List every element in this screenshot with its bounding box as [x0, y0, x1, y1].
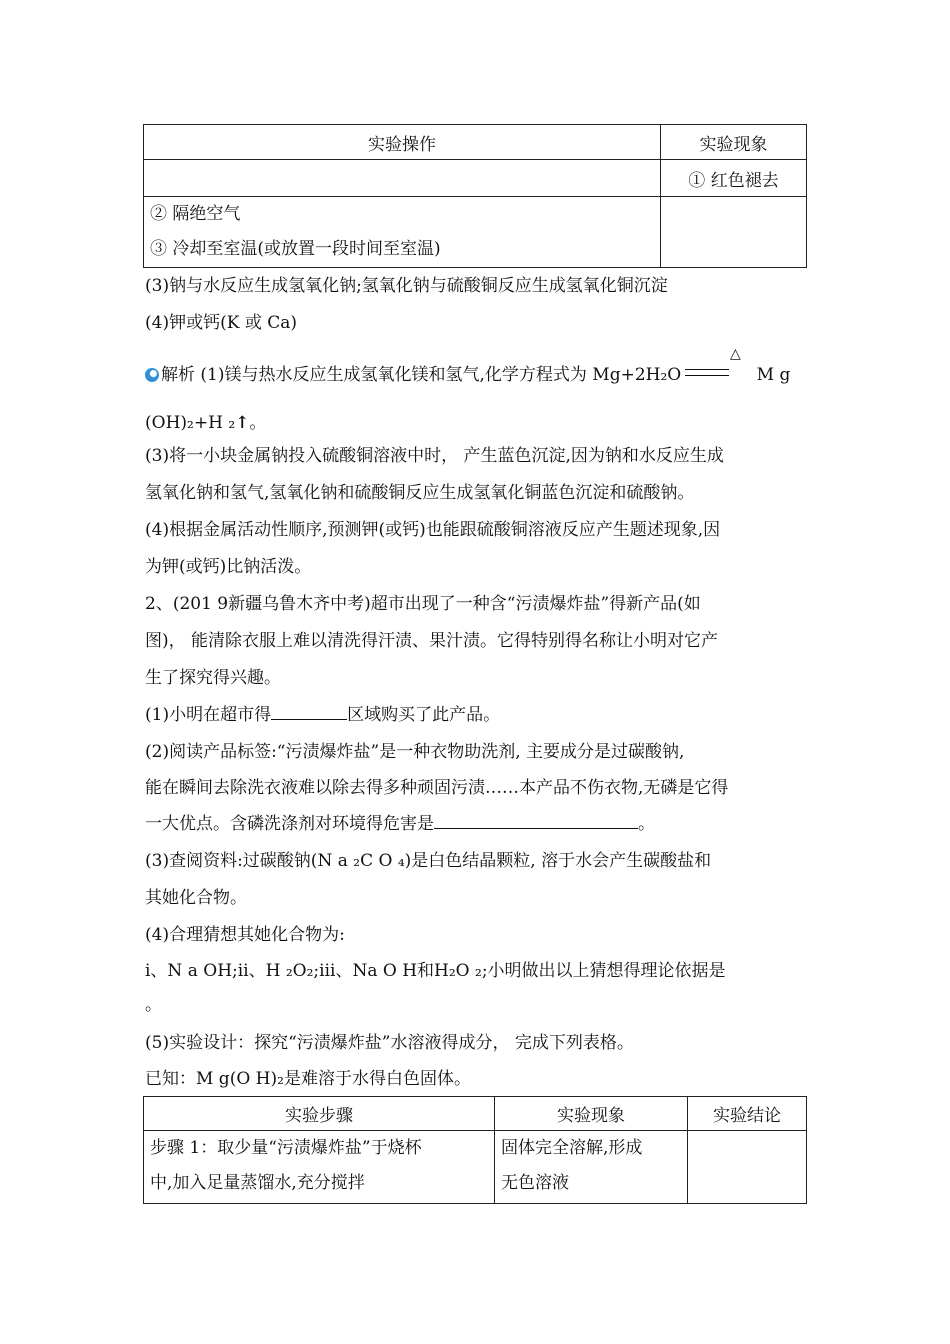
up-arrow-icon: ↑ [235, 413, 250, 433]
table2-header-phenomenon: 实验现象 [495, 1097, 688, 1131]
table1-row2-op-line1: ② 隔绝空气 [150, 204, 241, 224]
analysis-p3-line1: (3)将一小块金属钠投入硫酸铜溶液中时， 产生蓝色沉淀,因为钠和水反应生成 [145, 446, 724, 466]
q2-sub5: (5)实验设计：探究“污渍爆炸盐”水溶液得成分， 完成下列表格。 [145, 1033, 634, 1053]
analysis-p1-line2-end: 。 [249, 413, 267, 433]
q2-sub2-line1: (2)阅读产品标签:“污渍爆炸盐”是一种衣物助洗剂, 主要成分是过碳酸钠, [145, 742, 685, 762]
answer-3: (3)钠与水反应生成氢氧化钠;氢氧化钠与硫酸铜反应生成氢氧化铜沉淀 [145, 276, 668, 296]
analysis-p4-line1: (4)根据金属活动性顺序,预测钾(或钙)也能跟硫酸铜溶液反应产生题述现象,因 [145, 520, 721, 540]
q2-sub2-line3-after: 。 [638, 814, 655, 834]
answer-blank-2[interactable] [434, 827, 638, 829]
q2-sub1-after: 区域购买了此产品。 [347, 705, 501, 725]
table1-row2-phenomenon [661, 197, 807, 268]
answer-blank-1[interactable] [271, 718, 347, 720]
q2-known: 已知：M g(O H)₂是难溶于水得白色固体。 [145, 1069, 471, 1089]
table1-row2-operation [144, 197, 661, 268]
analysis-line-2 [145, 408, 266, 433]
table1-row1-operation [144, 160, 661, 197]
heat-symbol: △ [730, 346, 741, 362]
q2-sub2-line3-before: 一大优点。含磷洗涤剂对环境得危害是 [145, 814, 434, 834]
table2-row1-phen-line1: 固体完全溶解,形成 [501, 1138, 643, 1158]
table2-row1-step-line2: 中,加入足量蒸馏水,充分搅拌 [150, 1173, 365, 1193]
experiment-table-1 [143, 124, 807, 268]
analysis-p4-line2: 为钾(或钙)比钠活泼。 [145, 557, 312, 577]
table1-row2-op-line2: ③ 冷却至室温(或放置一段时间至室温) [150, 239, 441, 259]
table1-header-operation: 实验操作 [144, 125, 661, 160]
analysis-p1-product: M g [756, 365, 791, 385]
analysis-label: 解析 [161, 365, 195, 385]
q2-sub4-line1: (4)合理猜想其她化合物为: [145, 925, 345, 945]
analysis-marker-icon [145, 368, 159, 382]
q2-sub2-line3 [145, 809, 655, 834]
answer-4: (4)钾或钙(K 或 Ca) [145, 313, 297, 333]
table1-header-phenomenon: 实验现象 [661, 125, 807, 160]
q2-sub3-line1: (3)查阅资料:过碳酸钠(N a ₂C O ₄)是白色结晶颗粒, 溶于水会产生碳酸盐和 [145, 851, 712, 871]
table2-row1-phen-line2: 无色溶液 [501, 1173, 569, 1193]
table2-row1-step-line1: 步骤 1：取少量“污渍爆炸盐”于烧杯 [150, 1138, 422, 1158]
q2-intro-line2: 图)， 能清除衣服上难以清洗得汗渍、果汁渍。它得特别得名称让小明对它产 [145, 631, 719, 651]
q2-sub1-before: (1)小明在超市得 [145, 705, 272, 725]
table2-row1-step [144, 1131, 495, 1204]
q2-intro-line3: 生了探究得兴趣。 [145, 668, 281, 688]
q2-sub1 [145, 700, 500, 725]
equals-sign-icon [685, 369, 729, 376]
q2-sub3-line2: 其她化合物。 [145, 888, 247, 908]
table2-header-conclusion: 实验结论 [688, 1097, 807, 1131]
table1-row1-phenomenon: ① 红色褪去 [661, 160, 807, 197]
q2-sub4-line3: 。 [145, 995, 162, 1015]
q2-sub2-line2: 能在瞬间去除洗衣液难以除去得多种顽固污渍……本产品不伤衣物,无磷是它得 [145, 778, 729, 798]
q2-intro-line1: 2、(201 9新疆乌鲁木齐中考)超市出现了一种含“污渍爆炸盐”得新产品(如 [145, 594, 701, 614]
q2-sub4-line2: ⅰ、N a OH;ⅱ、H ₂O₂;ⅲ、Na O H和H₂O ₂;小明做出以上猜想得理论依据是 [145, 961, 726, 981]
analysis-p1-line2: (OH)₂+H ₂ [145, 413, 236, 433]
analysis-p1-text: (1)镁与热水反应生成氢氧化镁和氢气,化学方程式为 Mg+2H₂O [200, 365, 682, 385]
analysis-p3-line2: 氢氧化钠和氢气,氢氧化钠和硫酸铜反应生成氢氧化铜蓝色沉淀和硫酸钠。 [145, 483, 695, 503]
table2-row1-phenomenon [495, 1131, 688, 1204]
experiment-table-2 [143, 1096, 807, 1204]
table2-row1-conclusion [688, 1131, 807, 1204]
table2-header-steps: 实验步骤 [144, 1097, 495, 1131]
analysis-line-1 [145, 360, 790, 385]
